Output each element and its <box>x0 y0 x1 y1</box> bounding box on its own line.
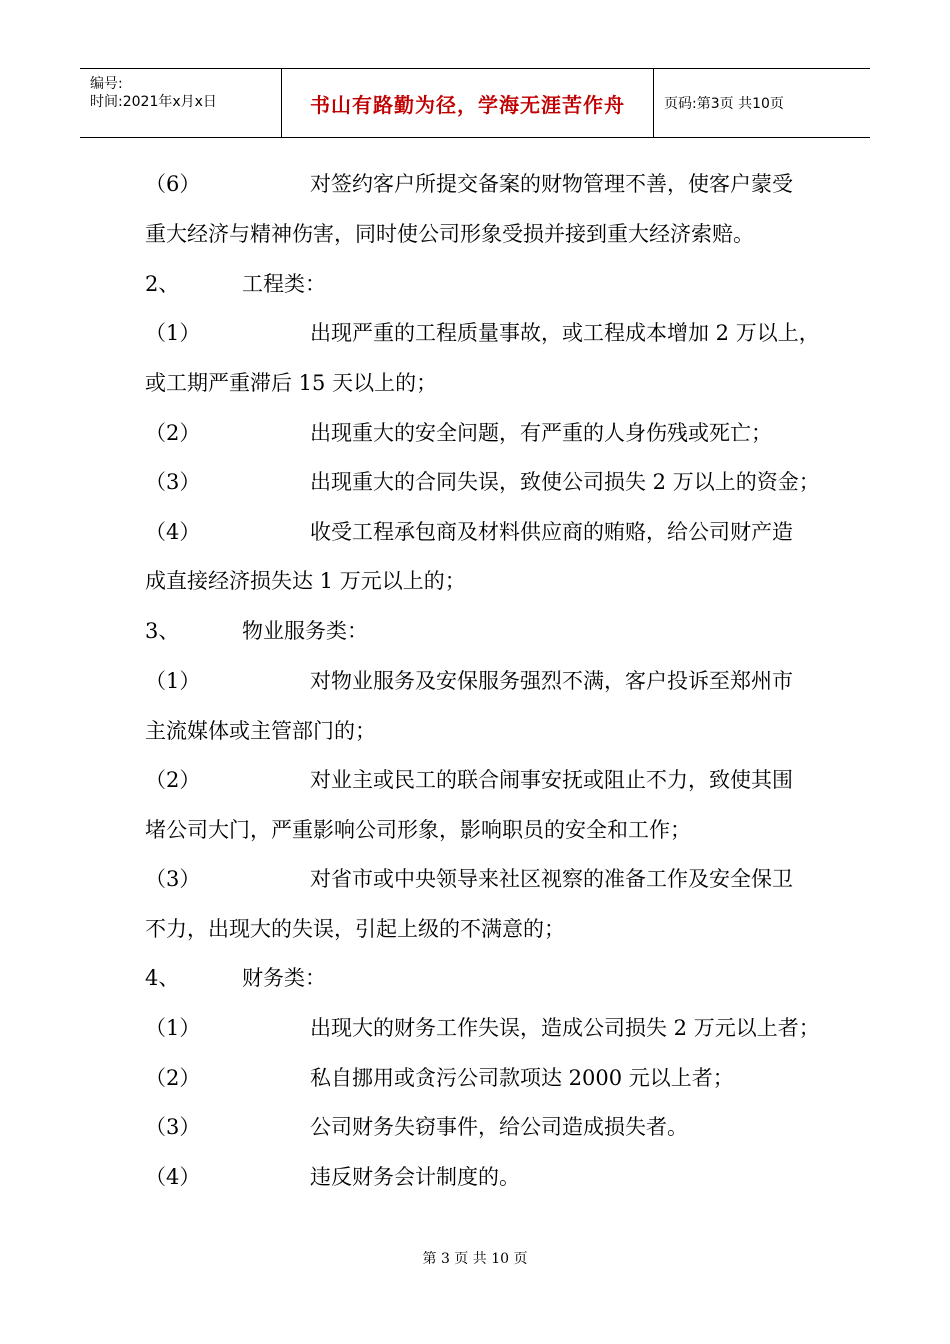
s4-item-1-text: 出现大的财务工作失误，造成公司损失 2 万元以上者； <box>310 1016 820 1040</box>
s3-item-1-text-line-1: 对物业服务及安保服务强烈不满，客户投诉至郑州市 <box>310 669 793 693</box>
section-2-marker: 2、 <box>145 272 180 296</box>
section-3-marker: 3、 <box>145 619 180 643</box>
header-motto: 书山有路勤为径，学海无涯苦作舟 <box>310 92 625 117</box>
header-page-label: 页码:第3页 共10页 <box>664 96 784 112</box>
page-header <box>80 68 870 138</box>
s2-item-3-text: 出现重大的合同失误，致使公司损失 2 万以上的资金； <box>310 470 820 494</box>
header-page-cell <box>654 69 870 137</box>
s2-item-4-text-line-2: 成直接经济损失达 1 万元以上的； <box>145 569 466 593</box>
section-4-title: 财务类： <box>242 966 326 990</box>
item-6-text-line-1: 对签约客户所提交备案的财物管理不善，使客户蒙受 <box>310 172 793 196</box>
s4-item-2-marker: （2） <box>145 1066 201 1090</box>
s4-item-2-text: 私自挪用或贪污公司款项达 2000 元以上者； <box>310 1066 734 1090</box>
s3-item-2-marker: （2） <box>145 768 201 792</box>
s2-item-1-text-line-2: 或工期严重滞后 15 天以上的； <box>145 371 438 395</box>
s2-item-2-marker: （2） <box>145 421 201 445</box>
footer-page-number: 第 3 页 共 10 页 <box>422 1251 528 1267</box>
s2-item-2-text: 出现重大的安全问题，有严重的人身伤残或死亡； <box>310 421 772 445</box>
s3-item-1-text-line-2: 主流媒体或主管部门的； <box>145 719 376 743</box>
s3-item-3-text-line-2: 不力，出现大的失误，引起上级的不满意的； <box>145 917 565 941</box>
s3-item-1-marker: （1） <box>145 669 201 693</box>
s4-item-4-text: 违反财务会计制度的。 <box>310 1165 520 1189</box>
header-number-label: 编号: <box>90 76 123 92</box>
s2-item-3-marker: （3） <box>145 470 201 494</box>
item-6-text-line-2: 重大经济与精神伤害，同时使公司形象受损并接到重大经济索赔。 <box>145 222 754 246</box>
item-6-marker: （6） <box>145 172 201 196</box>
s2-item-1-text-line-1: 出现严重的工程质量事故，或工程成本增加 2 万以上， <box>310 321 820 345</box>
s4-item-4-marker: （4） <box>145 1165 201 1189</box>
s4-item-1-marker: （1） <box>145 1016 201 1040</box>
header-motto-cell <box>282 69 654 137</box>
s3-item-3-text-line-1: 对省市或中央领导来社区视察的准备工作及安全保卫 <box>310 867 793 891</box>
s2-item-1-marker: （1） <box>145 321 201 345</box>
header-time-label: 时间:2021年x月x日 <box>90 94 217 110</box>
page-footer <box>0 1248 950 1268</box>
s4-item-3-text: 公司财务失窃事件，给公司造成损失者。 <box>310 1115 688 1139</box>
s3-item-2-text-line-1: 对业主或民工的联合闹事安抚或阻止不力，致使其围 <box>310 768 793 792</box>
section-3-title: 物业服务类： <box>242 619 368 643</box>
section-2-title: 工程类： <box>242 272 326 296</box>
s4-item-3-marker: （3） <box>145 1115 201 1139</box>
section-4-marker: 4、 <box>145 966 180 990</box>
s2-item-4-marker: （4） <box>145 520 201 544</box>
s2-item-4-text-line-1: 收受工程承包商及材料供应商的贿赂，给公司财产造 <box>310 520 793 544</box>
s3-item-2-text-line-2: 堵公司大门，严重影响公司形象，影响职员的安全和工作； <box>145 818 691 842</box>
header-info-cell <box>80 69 282 137</box>
s3-item-3-marker: （3） <box>145 867 201 891</box>
